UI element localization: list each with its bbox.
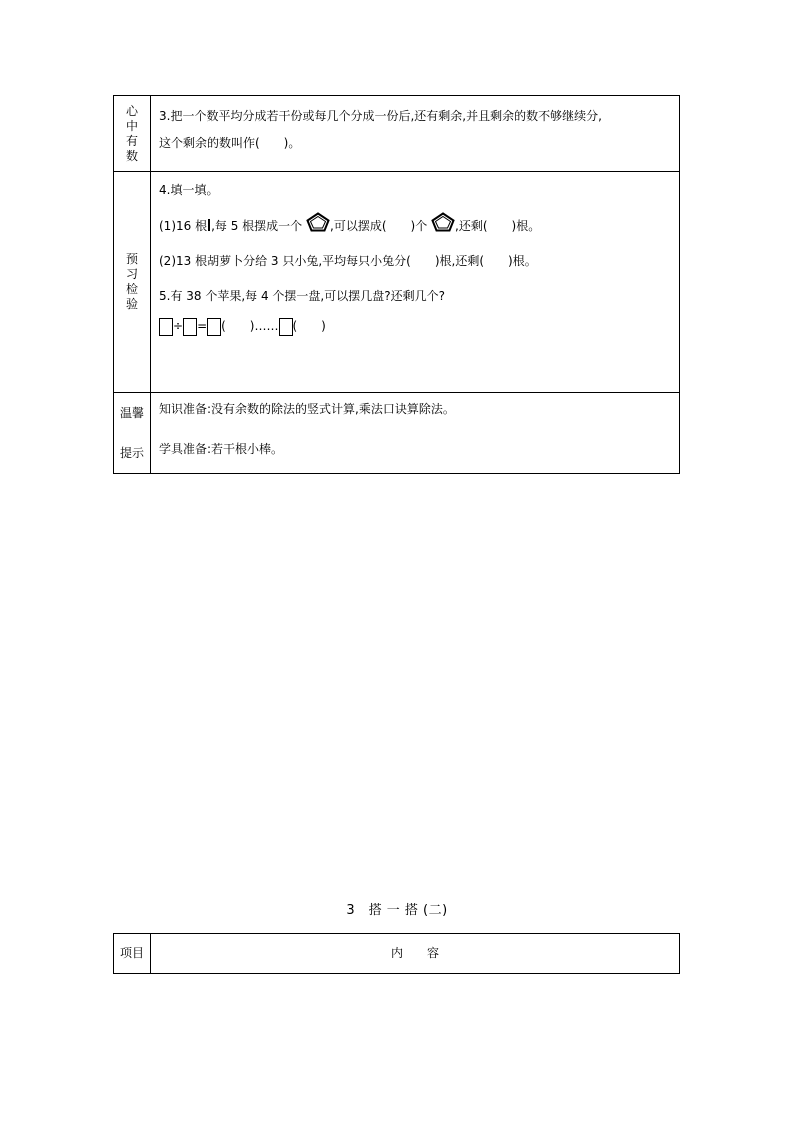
table-row-xinzhongyoushu (114, 96, 680, 172)
question-3-line-2: 这个剩余的数叫作( )。 (159, 136, 301, 150)
question-4-1 (159, 212, 679, 235)
question-3-line-1: 3.把一个数平均分成若干份或每几个分成一份后,还有剩余,并且剩余的数不够继续分, (159, 109, 602, 123)
row-label-cell (114, 96, 151, 172)
answer-box[interactable] (159, 318, 173, 336)
lesson-table-2 (113, 933, 680, 974)
q4-1-text-b: ,每 5 根摆成一个 (211, 219, 303, 233)
row-label-bottom: 提示 (119, 446, 144, 460)
question-4-title: 4.填一填。 (159, 183, 219, 197)
tip-line-2: 学具准备:若干根小棒。 (159, 442, 284, 456)
answer-box[interactable] (279, 318, 293, 336)
table-row-wenxintishi (114, 393, 680, 474)
row-label-cell (114, 172, 151, 393)
q4-1-text-d: ,还剩( )根。 (455, 219, 541, 233)
q4-1-text-a: (1)16 根 (159, 219, 208, 233)
question-5-title: 5.有 38 个苹果,每 4 个摆一盘,可以摆几盘?还剩几个? (159, 289, 445, 303)
table-header-row (114, 934, 680, 974)
header-content: 内 容 (390, 946, 439, 960)
header-cell-content (151, 934, 680, 974)
row-content-cell (151, 96, 680, 172)
pentagon-icon (431, 212, 455, 232)
question-4-2: (2)13 根胡萝卜分给 3 只小兔,平均每只小兔分( )根,还剩( )根。 (159, 254, 537, 268)
section-title: 3 搭 一 搭 (二) (346, 903, 448, 918)
q4-1-text-c: ,可以摆成( )个 (330, 219, 428, 233)
row-content-cell (151, 393, 680, 474)
stick-icon (208, 219, 210, 231)
divide-sign: ÷ (173, 319, 184, 333)
remainder-blank: ( ) (292, 319, 326, 333)
row-content-cell (151, 172, 680, 393)
tip-line-1: 知识准备:没有余数的除法的竖式计算,乘法口诀算除法。 (159, 402, 455, 416)
row-label: 预习检验 (125, 252, 138, 311)
pentagon-icon (306, 212, 330, 232)
header-project: 项目 (119, 946, 144, 960)
question-5-answer (159, 317, 679, 336)
answer-box[interactable] (207, 318, 221, 336)
quotient-blank: ( )…… (221, 319, 279, 333)
table-row-yuxijianyan (114, 172, 680, 393)
row-label-top: 温馨 (119, 406, 144, 420)
row-label: 心中有数 (125, 103, 138, 163)
equals-sign: = (197, 319, 208, 333)
header-cell-project (114, 934, 151, 974)
answer-box[interactable] (183, 318, 197, 336)
row-label-cell (114, 393, 151, 474)
lesson-table-1 (113, 95, 680, 474)
